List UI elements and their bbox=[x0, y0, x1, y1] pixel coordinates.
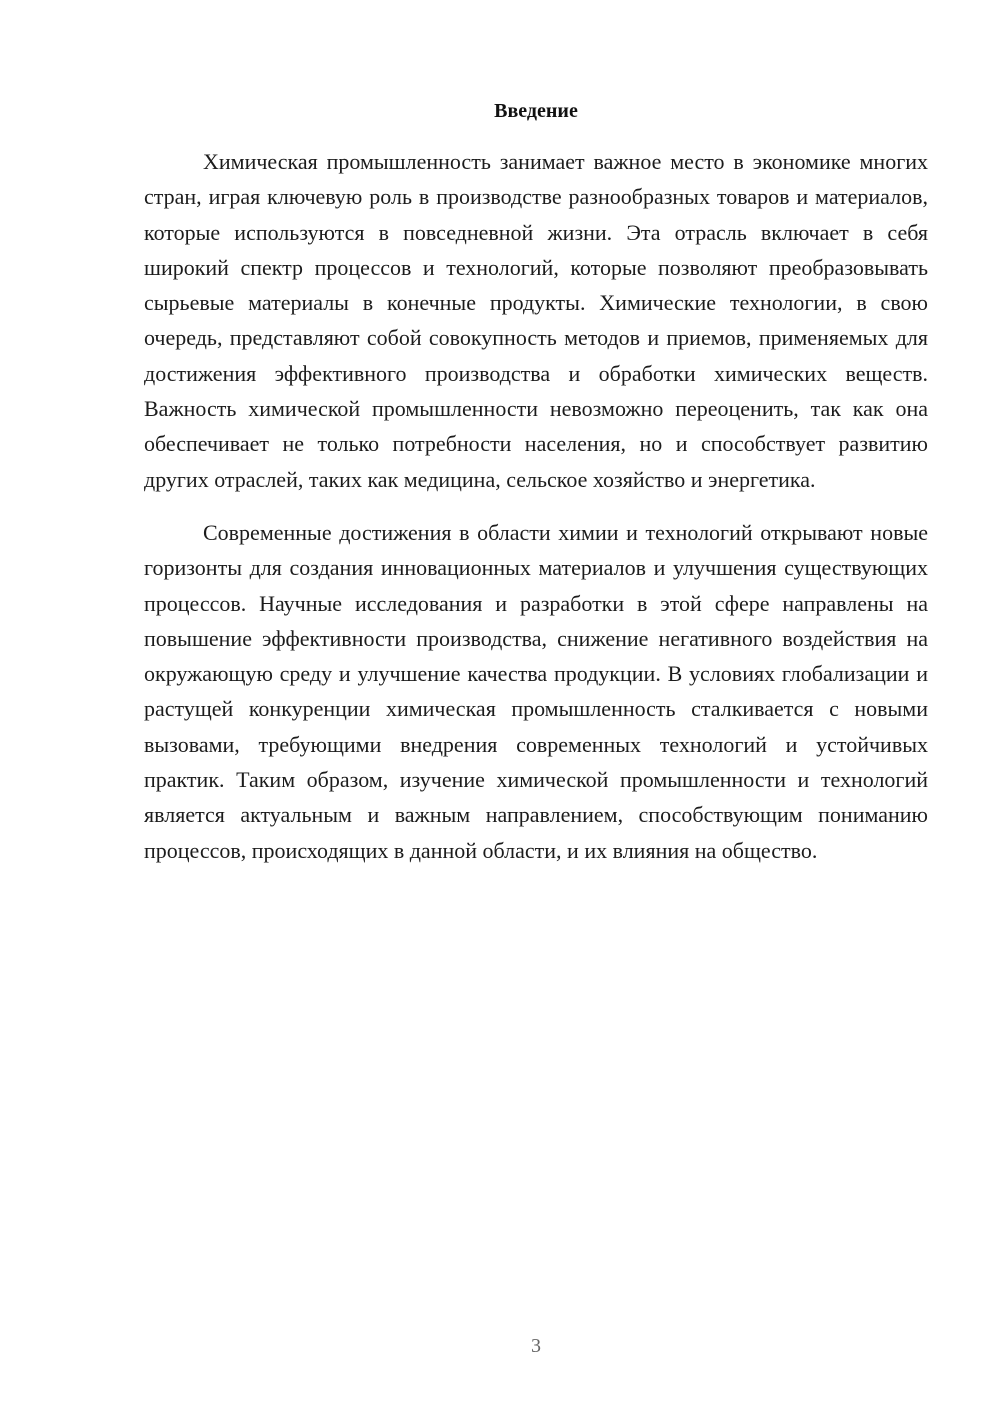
section-title: Введение bbox=[494, 100, 578, 122]
body-text bbox=[144, 144, 928, 868]
paragraph-2: Современные достижения в области химии и технологий открывают новые горизонты для создания инновационных материалов и улучшения существующих процессов. Научные исследования и разработки в этой сфере направлены на повышение эффективности производства, снижение негативного воздействия на окружающую среду и улучшение качества продукции. В условиях глобализации и растущей конкуренции химическая промышленность сталкивается с новыми вызовами, требующими внедрения современных технологий и устойчивых практик. Таким образом, изучение химической промышленности и технологий является актуальным и важным направлением, способствующим пониманию процессов, происходящих в данной области, и их влияния на общество. bbox=[144, 519, 928, 863]
page-number: 3 bbox=[531, 1335, 541, 1357]
paragraph-1: Химическая промышленность занимает важное место в экономике многих стран, играя ключевую роль в производстве разнообразных товаров и материалов, которые используются в повседневной жизни. Эта отрасль включает в себя широкий спектр процессов и технологий, которые позволяют преобразовывать сырьевые материалы в конечные продукты. Химические технологии, в свою очередь, представляют собой совокупность методов и приемов, применяемых для достижения эффективного производства и обработки химических веществ. Важность химической промышленности невозможно переоценить, так как она обеспечивает не только потребности населения, но и способствует развитию других отраслей, таких как медицина, сельское хозяйство и энергетика. bbox=[144, 149, 928, 492]
